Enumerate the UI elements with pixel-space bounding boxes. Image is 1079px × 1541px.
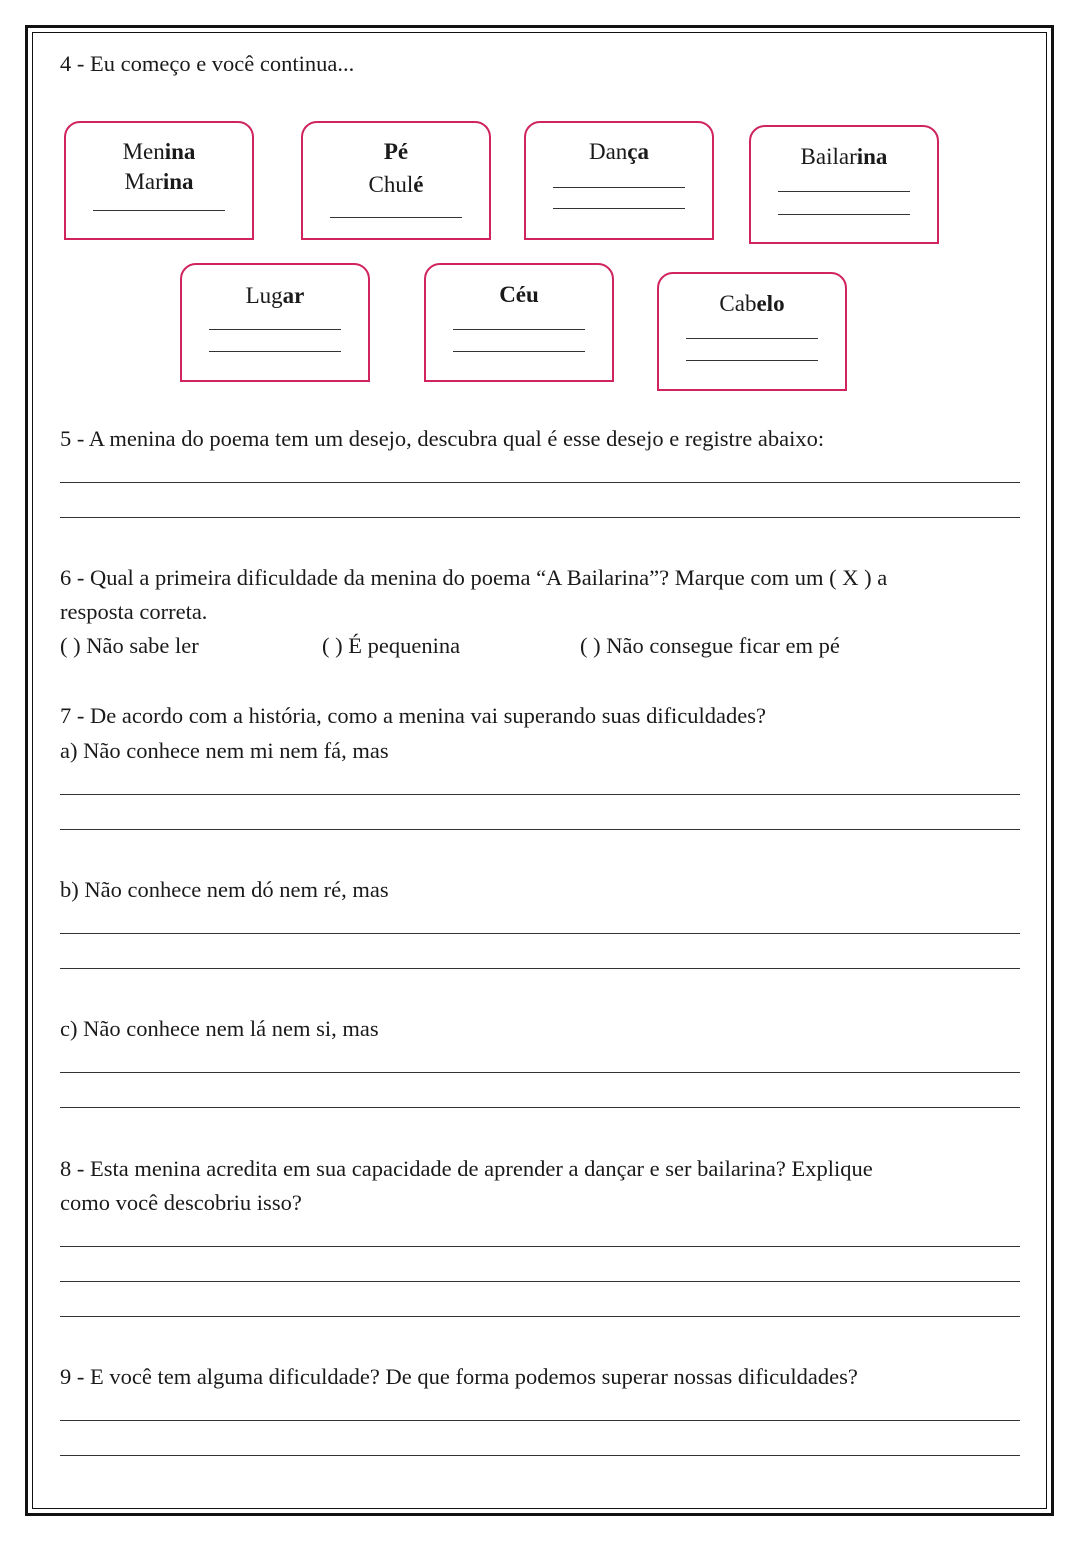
q7a-answer-line-1[interactable] <box>60 794 1020 795</box>
option-label: É pequenina <box>348 633 461 658</box>
card-word: Pé <box>383 139 409 164</box>
q7b-answer-line-1[interactable] <box>60 933 1020 934</box>
q4-title: 4 - Eu começo e você continua... <box>60 51 355 76</box>
answer-line[interactable] <box>778 214 910 215</box>
q6-title-line1: 6 - Qual a primeira dificuldade da menina do poema “A Bailarina”? Marque com um ( X ) a <box>60 565 888 590</box>
q9-title: 9 - E você tem alguma dificuldade? De que forma podemos superar nossas dificuldades? <box>60 1364 858 1389</box>
page-border-inner <box>32 32 1047 1509</box>
q6-option-3[interactable] <box>580 629 840 663</box>
q7-item-b: b) Não conhece nem dó nem ré, mas <box>60 877 389 902</box>
card-word: Céu <box>499 282 539 307</box>
word-card-bailarina <box>749 125 939 244</box>
q7c-answer-line-1[interactable] <box>60 1072 1020 1073</box>
q6-title-line2: resposta correta. <box>60 599 208 624</box>
word-card-menina <box>64 121 254 240</box>
q8-answer-line-3[interactable] <box>60 1316 1020 1317</box>
word-card-cabelo <box>657 272 847 391</box>
checkbox[interactable]: ( ) <box>60 633 81 658</box>
checkbox[interactable]: ( ) <box>580 633 601 658</box>
q7-item-c: c) Não conhece nem lá nem si, mas <box>60 1016 379 1041</box>
q7a-answer-line-2[interactable] <box>60 829 1020 830</box>
answer-line[interactable] <box>330 217 462 218</box>
word-card-danca <box>524 121 714 240</box>
q6-option-2[interactable] <box>322 629 460 663</box>
word-card-pe <box>301 121 491 240</box>
answer-line[interactable] <box>453 351 585 352</box>
card-word: Bailarina <box>800 144 888 169</box>
q5-answer-line-2[interactable] <box>60 517 1020 518</box>
word-card-ceu <box>424 263 614 382</box>
answer-line[interactable] <box>686 338 818 339</box>
q8-title-line2: como você descobriu isso? <box>60 1190 302 1215</box>
q7-title: 7 - De acordo com a história, como a menina vai superando suas dificuldades? <box>60 703 767 728</box>
q5-answer-line-1[interactable] <box>60 482 1020 483</box>
card-word: Chulé <box>368 172 424 197</box>
q5-title: 5 - A menina do poema tem um desejo, descubra qual é esse desejo e registre abaixo: <box>60 426 825 451</box>
q8-title-line1: 8 - Esta menina acredita em sua capacidade de aprender a dançar e ser bailarina? Explique <box>60 1156 873 1181</box>
q7c-answer-line-2[interactable] <box>60 1107 1020 1108</box>
answer-line[interactable] <box>93 210 225 211</box>
q9-answer-line-2[interactable] <box>60 1455 1020 1456</box>
q9-answer-line-1[interactable] <box>60 1420 1020 1421</box>
q6-option-1[interactable] <box>60 629 199 663</box>
word-card-lugar <box>180 263 370 382</box>
q8-answer-line-1[interactable] <box>60 1246 1020 1247</box>
answer-line[interactable] <box>686 360 818 361</box>
answer-line[interactable] <box>778 191 910 192</box>
answer-line[interactable] <box>209 329 341 330</box>
option-label: Não consegue ficar em pé <box>606 633 840 658</box>
answer-line[interactable] <box>553 187 685 188</box>
checkbox[interactable]: ( ) <box>322 633 343 658</box>
q8-answer-line-2[interactable] <box>60 1281 1020 1282</box>
option-label: Não sabe ler <box>86 633 199 658</box>
answer-line[interactable] <box>209 351 341 352</box>
q7-item-a: a) Não conhece nem mi nem fá, mas <box>60 738 389 763</box>
answer-line[interactable] <box>453 329 585 330</box>
card-word: Lugar <box>245 283 305 308</box>
card-word: Menina <box>122 139 196 164</box>
card-word: Cabelo <box>719 291 785 316</box>
q7b-answer-line-2[interactable] <box>60 968 1020 969</box>
answer-line[interactable] <box>553 208 685 209</box>
card-word: Marina <box>124 169 194 194</box>
card-word: Dança <box>588 139 650 164</box>
